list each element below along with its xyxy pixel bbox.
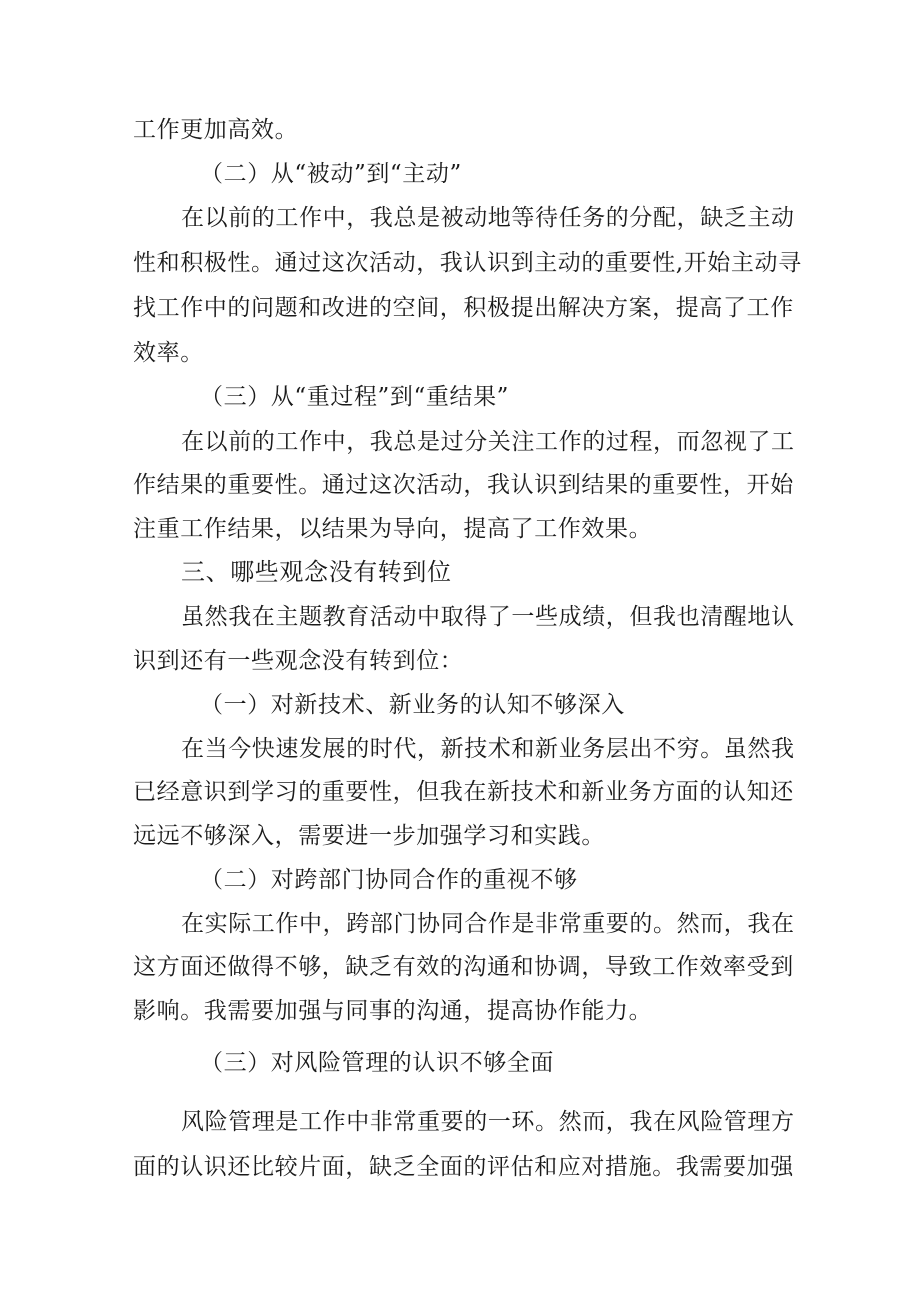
paragraph-line: 性和积极性。通过这次活动，我认识到主动的重要性,开始主动寻 (133, 250, 802, 276)
paragraph-line: 在当今快速发展的时代，新技术和新业务层出不穷。虽然我 (181, 736, 795, 762)
subsection-heading: （三）从“重过程”到“重结果” (200, 384, 510, 410)
paragraph-line: 在以前的工作中，我总是被动地等待任务的分配，缺乏主动 (181, 205, 795, 231)
paragraph-line: 这方面还做得不够，缺乏有效的沟通和协调，导致工作效率受到 (133, 954, 794, 980)
paragraph-line: 在以前的工作中，我总是过分关注工作的过程，而忽视了工 (181, 429, 795, 455)
paragraph-line: 作结果的重要性。通过这次活动，我认识到结果的重要性，开始 (133, 472, 794, 498)
paragraph-line: 识到还有一些观念没有转到位： (133, 648, 464, 674)
subsection-heading: （二）对跨部门协同合作的重视不够 (200, 867, 578, 893)
subsection-heading: （二）从“被动”到“主动” (200, 161, 462, 187)
subsection-heading: （三）对风险管理的认识不够全面 (200, 1050, 554, 1076)
section-heading: 三、哪些观念没有转到位 (181, 558, 452, 586)
paragraph-line: 面的认识还比较片面，缺乏全面的评估和应对措施。我需要加强 (133, 1154, 794, 1180)
paragraph-line: 影响。我需要加强与同事的沟通，提高协作能力。 (133, 998, 653, 1024)
paragraph-line: 工作更加高效。 (133, 117, 299, 143)
paragraph-line: 虽然我在主题教育活动中取得了一些成绩，但我也清醒地认 (181, 604, 795, 630)
paragraph-line: 找工作中的问题和改进的空间，积极提出解决方案，提高了工作 (133, 295, 794, 321)
paragraph-line: 注重工作结果，以结果为导向，提高了工作效果。 (133, 516, 653, 542)
paragraph-line: 远远不够深入，需要进一步加强学习和实践。 (133, 823, 605, 849)
paragraph-line: 风险管理是工作中非常重要的一环。然而，我在风险管理方 (181, 1109, 795, 1135)
paragraph-line: 已经意识到学习的重要性，但我在新技术和新业务方面的认知还 (133, 779, 794, 805)
subsection-heading: （一）对新技术、新业务的认知不够深入 (200, 692, 625, 718)
paragraph-line: 在实际工作中，跨部门协同合作是非常重要的。然而，我在 (181, 911, 795, 937)
paragraph-line: 效率。 (133, 340, 204, 366)
